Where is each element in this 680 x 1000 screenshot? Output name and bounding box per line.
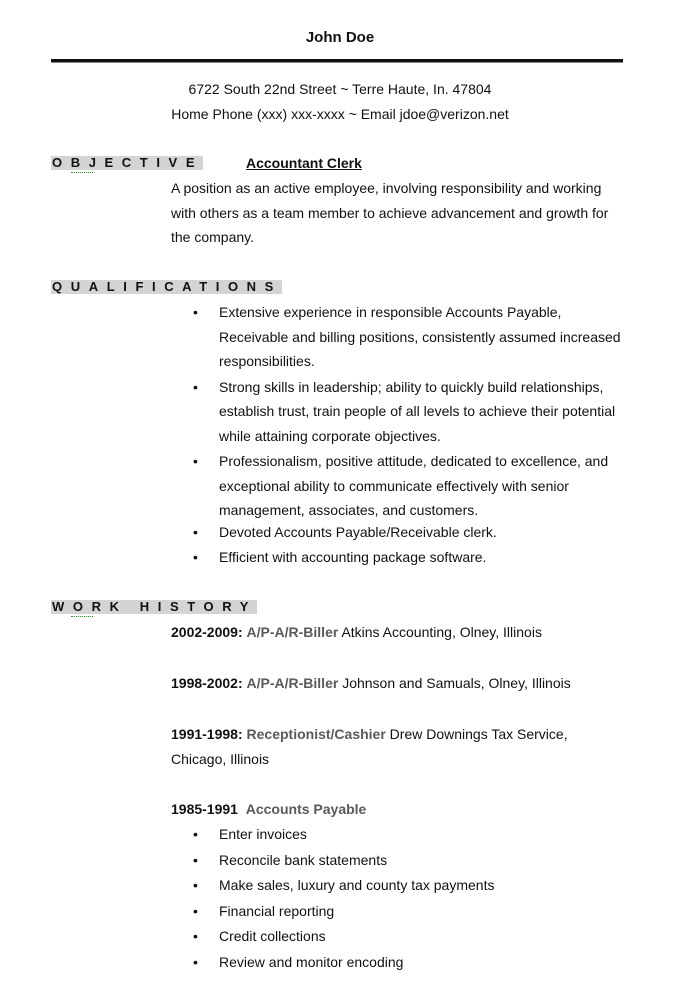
header-divider [51,59,623,63]
objective-heading [51,156,203,170]
work-history-heading [51,600,257,614]
job-years: 1985-1991 [171,801,238,817]
objective-title: Accountant Clerk [246,155,362,171]
address-line: 6722 South 22nd Street ~ Terre Haute, In. 47804 [188,81,492,97]
job-employer: Johnson and Samuals, Olney, Illinois [342,675,571,691]
qualification-item: • Extensive experience in responsible Accounts Payable, Receivable and billing positions, consistently assumed increased responsibilities. [171,300,631,374]
contact-line: Home Phone (xxx) xxx-xxxx ~ Email jdoe@verizon.net [171,106,509,122]
spellcheck-underline [71,614,93,617]
job-years: 1991-1998: [171,726,243,742]
duty-item: • Review and monitor encoding [171,950,631,976]
job-role: A/P-A/R-Biller [246,624,339,640]
duty-item: • Reconcile bank statements [171,848,631,874]
duty-item: • Credit collections [171,924,631,950]
qualifications-heading-text: QUALIFICATIONS [52,279,282,294]
qualifications-heading [51,280,282,294]
qualifications-list [171,300,631,570]
duty-item: • Enter invoices [171,822,631,848]
resume-name: John Doe [305,29,375,46]
duty-item: • Make sales, luxury and county tax payments [171,873,631,899]
objective-heading-text: OBJECTIVE [52,155,204,170]
job-entry [171,797,631,822]
job-role: Receptionist/Cashier [246,726,386,742]
spellcheck-underline [71,170,93,173]
duty-item: • Financial reporting [171,899,631,925]
job-years: 1998-2002: [171,675,243,691]
job-employer: Atkins Accounting, Olney, Illinois [341,624,542,640]
qualification-item: • Strong skills in leadership; ability to quickly build relationships, establish trust, train people of all levels to achieve their potential while attaining corporate objectives. [171,375,631,449]
job-employer: Drew Downings Tax Service, Chicago, Illinois [171,726,568,767]
work-history-heading-text: WORK HISTORY [52,599,258,614]
job-entry [171,620,631,645]
qualification-item: • Efficient with accounting package software. [171,545,631,570]
job-entry [171,671,631,696]
job-entry [171,722,591,771]
objective-text: A position as an active employee, involving responsibility and working with others as a team member to achieve advancement and growth for the company. [171,180,609,245]
job-years: 2002-2009: [171,624,243,640]
job-role: A/P-A/R-Biller [246,675,339,691]
job-role: Accounts Payable [245,801,367,817]
qualification-item: • Devoted Accounts Payable/Receivable clerk. [171,520,631,545]
qualification-item: • Professionalism, positive attitude, dedicated to excellence, and exceptional ability to communicate effectively with senior management, associates, and customers. [171,449,631,523]
duties-list [171,822,631,975]
